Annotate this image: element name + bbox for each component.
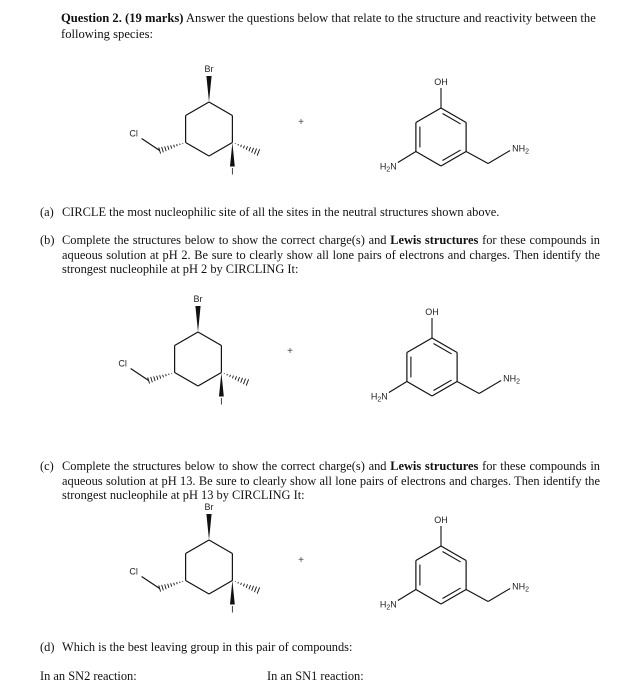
br-wedge <box>195 306 200 332</box>
hash-line <box>257 149 259 155</box>
hash-line <box>254 149 256 155</box>
ch2-hashed-bond <box>159 143 183 154</box>
cl-bond <box>142 139 160 151</box>
hash-line <box>246 584 247 588</box>
hash-line <box>254 587 256 593</box>
nh2-right-label: $NH_2$ <box>503 373 521 386</box>
hash-line <box>174 583 175 586</box>
ring-bond <box>416 108 441 123</box>
ch2-hashed-bond <box>148 373 172 384</box>
hash-line <box>177 144 178 146</box>
ring-bond <box>416 152 441 167</box>
cl-label: Cl <box>129 128 138 139</box>
ring-bond <box>198 373 221 387</box>
sn1-sub: N <box>302 669 312 683</box>
hash-line <box>168 146 169 150</box>
hash-line <box>238 144 239 145</box>
hash-line <box>171 145 172 148</box>
ch2-bond <box>466 152 488 164</box>
i-wedge <box>230 581 235 605</box>
cl-label: Cl <box>129 566 138 577</box>
ring-bond <box>407 338 432 353</box>
hash-line <box>246 146 247 150</box>
n-bond-left <box>398 590 416 601</box>
hash-line <box>232 376 233 379</box>
ring-bond <box>198 332 221 346</box>
cl-bond <box>131 369 149 381</box>
br-wedge <box>206 76 211 102</box>
nh2-right-label: $NH_2$ <box>512 581 530 594</box>
hash-line <box>165 146 166 151</box>
hash-line <box>171 583 172 586</box>
n-bond <box>488 589 510 602</box>
hash-line <box>174 145 175 148</box>
h2n-left-label: $H_2N$ <box>379 599 397 612</box>
br-wedge <box>206 514 211 540</box>
part-b-text-2: for these compounds in aqueous solution at pH 2. Be sure to clearly show all lone pairs of electrons and charges. Then identify the strongest nucleophile at pH 2 by CIRCLING It: <box>62 233 600 276</box>
sn2-prompt <box>40 669 137 684</box>
ring-bond <box>175 373 198 387</box>
cyclohexane-row2 <box>118 294 248 407</box>
plus-sign-row2: + <box>287 346 293 357</box>
hash-line <box>163 375 164 378</box>
part-b-text-1: Complete the structures below to show the correct charge(s) and <box>62 233 387 247</box>
h2n-left-label: $H_2N$ <box>370 391 388 404</box>
sn1-prompt <box>267 669 364 684</box>
cyclohexane-row3 <box>129 502 259 615</box>
part-c-label: (c) <box>40 459 54 473</box>
part-b <box>40 233 600 277</box>
sn1-suffix: 1 reaction: <box>311 669 364 683</box>
part-c <box>40 459 600 503</box>
part-a <box>40 205 600 220</box>
hash-line <box>238 582 239 583</box>
part-c-body <box>62 459 600 503</box>
hash-line <box>168 584 169 588</box>
part-d <box>40 640 600 655</box>
ring-bond <box>209 581 232 595</box>
n-bond-left <box>389 382 407 393</box>
hash-line <box>162 585 164 590</box>
question-title: Question 2. (19 marks) <box>61 11 184 25</box>
part-a-text: CIRCLE the most nucleophilic site of all the sites in the neutral structures shown above. <box>62 205 500 219</box>
hash-line <box>162 147 164 152</box>
ring-bond <box>209 143 232 157</box>
i-wedge <box>219 373 224 397</box>
double-bond <box>443 150 461 160</box>
question-intro: Answer the questions below that relate to the structure and reactivity between the following species: <box>61 11 596 41</box>
n-bond <box>479 381 501 394</box>
methyl-hashed-bond <box>224 373 248 385</box>
sn1-prefix: In an S <box>267 669 303 683</box>
hash-line <box>151 377 153 382</box>
sn2-sub: N <box>75 669 85 683</box>
cyclohexane-row1 <box>129 64 259 177</box>
ring-bond <box>186 540 209 554</box>
ch2-bond <box>466 590 488 602</box>
cl-bond <box>142 577 160 589</box>
hash-line <box>160 375 161 378</box>
double-bond <box>434 344 452 354</box>
part-c-text-1: Complete the structures below to show the correct charge(s) and <box>62 459 387 473</box>
hash-line <box>243 379 245 385</box>
double-bond <box>443 588 461 598</box>
part-c-bold: Lewis structures <box>390 459 479 473</box>
hash-line <box>246 379 248 385</box>
hash-line <box>241 145 242 147</box>
hash-line <box>252 586 254 591</box>
methyl-hashed-bond <box>235 581 259 593</box>
part-b-body <box>62 233 600 277</box>
plus-sign-row3: + <box>298 555 304 566</box>
part-d-label: (d) <box>40 640 55 654</box>
oh-label: OH <box>434 77 448 87</box>
benzene-row1 <box>380 77 529 174</box>
ring-bond <box>186 102 209 116</box>
plus-sign-row1: + <box>298 117 304 128</box>
ch2-hashed-bond <box>159 581 183 592</box>
hash-line <box>241 583 242 585</box>
hash-line <box>154 376 155 381</box>
ring-bond <box>209 540 232 554</box>
part-d-text: Which is the best leaving group in this pair of compounds: <box>62 640 353 654</box>
n-bond <box>488 151 510 164</box>
hash-line <box>257 587 259 593</box>
i-label: I <box>220 396 223 407</box>
hash-line <box>249 147 251 151</box>
double-bond <box>434 380 452 390</box>
ring-bond <box>416 590 441 605</box>
ring-bond <box>186 581 209 595</box>
ring-bond <box>407 382 432 397</box>
nh2-right-label: $NH_2$ <box>512 143 530 156</box>
hash-line <box>157 376 158 380</box>
cl-label: Cl <box>118 358 127 369</box>
oh-label: OH <box>434 515 448 525</box>
br-label: Br <box>204 64 214 74</box>
double-bond <box>443 552 461 562</box>
ring-bond <box>416 546 441 561</box>
br-label: Br <box>193 294 203 304</box>
part-c-text-2: for these compounds in aqueous solution at pH 13. Be sure to clearly show all lone pairs of electrons and charges. Then identify the strongest nucleophile at pH 13 by CIRCLING It: <box>62 459 600 502</box>
hash-line <box>227 374 228 375</box>
h2n-left-label: $H_2N$ <box>379 161 397 174</box>
benzene-row2 <box>371 307 520 404</box>
hash-line <box>249 585 251 589</box>
i-wedge <box>230 143 235 167</box>
br-label: Br <box>204 502 214 512</box>
hash-line <box>166 374 167 376</box>
i-label: I <box>231 166 234 177</box>
ring-bond <box>175 332 198 346</box>
part-b-bold: Lewis structures <box>390 233 479 247</box>
hash-line <box>252 148 254 153</box>
benzene-row3 <box>380 515 529 612</box>
hash-line <box>165 584 166 589</box>
double-bond <box>443 114 461 124</box>
sn2-suffix: 2 reaction: <box>84 669 137 683</box>
hash-line <box>235 376 236 380</box>
oh-label: OH <box>425 307 439 317</box>
sn2-prefix: In an S <box>40 669 76 683</box>
hash-line <box>177 582 178 584</box>
i-label: I <box>231 604 234 615</box>
ring-bond <box>209 102 232 116</box>
hash-line <box>230 375 231 377</box>
hash-line <box>243 146 244 149</box>
hash-line <box>243 584 244 587</box>
n-bond-left <box>398 152 416 163</box>
hash-line <box>241 378 243 383</box>
part-a-label: (a) <box>40 205 54 219</box>
ch2-bond <box>457 382 479 394</box>
part-b-label: (b) <box>40 233 55 247</box>
ring-bond <box>186 143 209 157</box>
methyl-hashed-bond <box>235 143 259 155</box>
hash-line <box>238 377 240 381</box>
